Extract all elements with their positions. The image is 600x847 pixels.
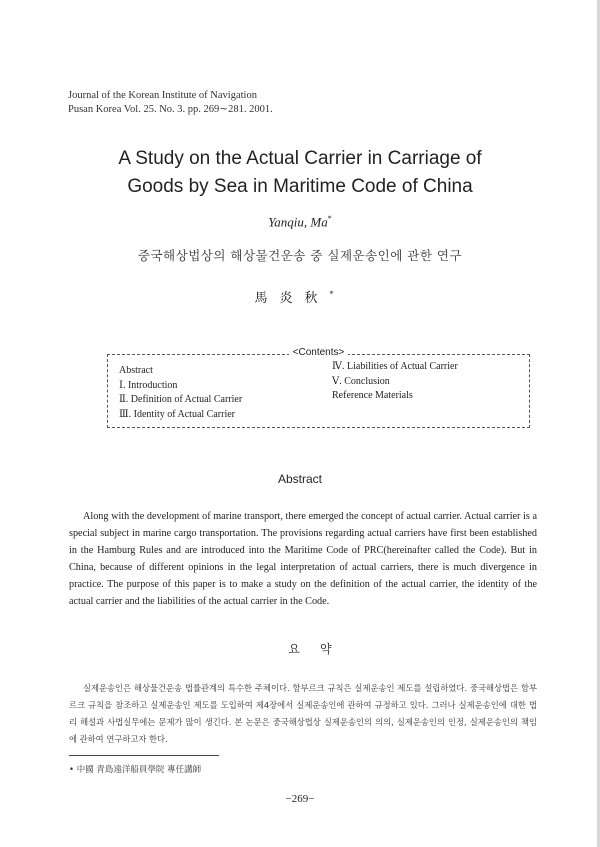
title-line-1: A Study on the Actual Carrier in Carriage of	[118, 148, 482, 169]
summary-text: 실제운송인은 해상물건운송 법률관계의 특수한 주체이다. 함부르크 규칙은 실제운송인 제도를 설립하였다. 중국해상법은 함부르크 규칙을 참조하고 실제운송인 제도를 도입하여 제4장에서 실제운송인에 관하여 규정하고 있다. 그러나 실제운송인에 대한 법리 해설과 사법실무에는 문제가 많이 생긴다. 본 논문은 중국해상법상 실제운송인의 의의, 실제운송인의 인정, 실제운송인의 책임에 관하여 연구하고자 한다.	[69, 683, 537, 744]
korean-title: 중국해상법상의 해상물건운송 중 실제운송인에 관한 연구	[137, 248, 463, 263]
author-hanja-mark: *	[329, 289, 346, 299]
abstract-heading: Abstract	[277, 472, 322, 486]
journal-name: Journal of the Korean Institute of Navigation	[68, 90, 257, 101]
toc-item: Reference Materials	[332, 390, 413, 401]
journal-info	[68, 89, 273, 117]
author-footnote-mark: *	[327, 214, 332, 223]
contents-label: <Contents>	[108, 347, 529, 358]
footnote: • 中國 青島遠洋船員學院 專任講師	[69, 765, 202, 775]
toc-item: Ⅳ. Liabilities of Actual Carrier	[332, 361, 458, 372]
footnote-divider	[69, 755, 219, 756]
title-line-2: Goods by Sea in Maritime Code of China	[127, 176, 473, 197]
toc-item: Ⅲ. Identity of Actual Carrier	[119, 408, 235, 420]
journal-volume: Pusan Korea Vol. 25. No. 3. pp. 269∼281. 2001.	[68, 104, 273, 115]
toc-item: Ⅰ. Introduction	[119, 379, 178, 391]
author-name: Yanqiu, Ma	[268, 214, 328, 230]
summary-heading: 요약	[288, 642, 352, 656]
author	[0, 214, 600, 230]
author-hanja-name: 馬炎秋	[254, 291, 330, 306]
toc-item: Ⅱ. Definition of Actual Carrier	[119, 394, 243, 405]
toc-item: Ⅴ. Conclusion	[332, 375, 390, 387]
paper-title	[0, 145, 600, 201]
toc-right-column	[332, 360, 458, 404]
toc-item: Abstract	[119, 365, 153, 376]
abstract-text: Along with the development of marine transport, there emerged the concept of actual carrier. Actual carrier is a special subject in marine cargo transportation. The provisions regarding actual carriers have first been established in the Hamburg Rules and are introduced into the Maritime Code of PRC(hereinafter called the Code). But in China, because of different opinions in the legal interpretation of actual carriers, there is much divergence in practice. The purpose of this paper is to make a study on the definition of the actual carrier, the identity of the actual carrier and the liabilities of the actual carrier in the Code.	[69, 511, 537, 607]
toc-left-column	[119, 364, 242, 422]
author-hanja	[0, 287, 600, 306]
page-number: −269−	[285, 793, 315, 805]
contents-box	[107, 347, 530, 428]
